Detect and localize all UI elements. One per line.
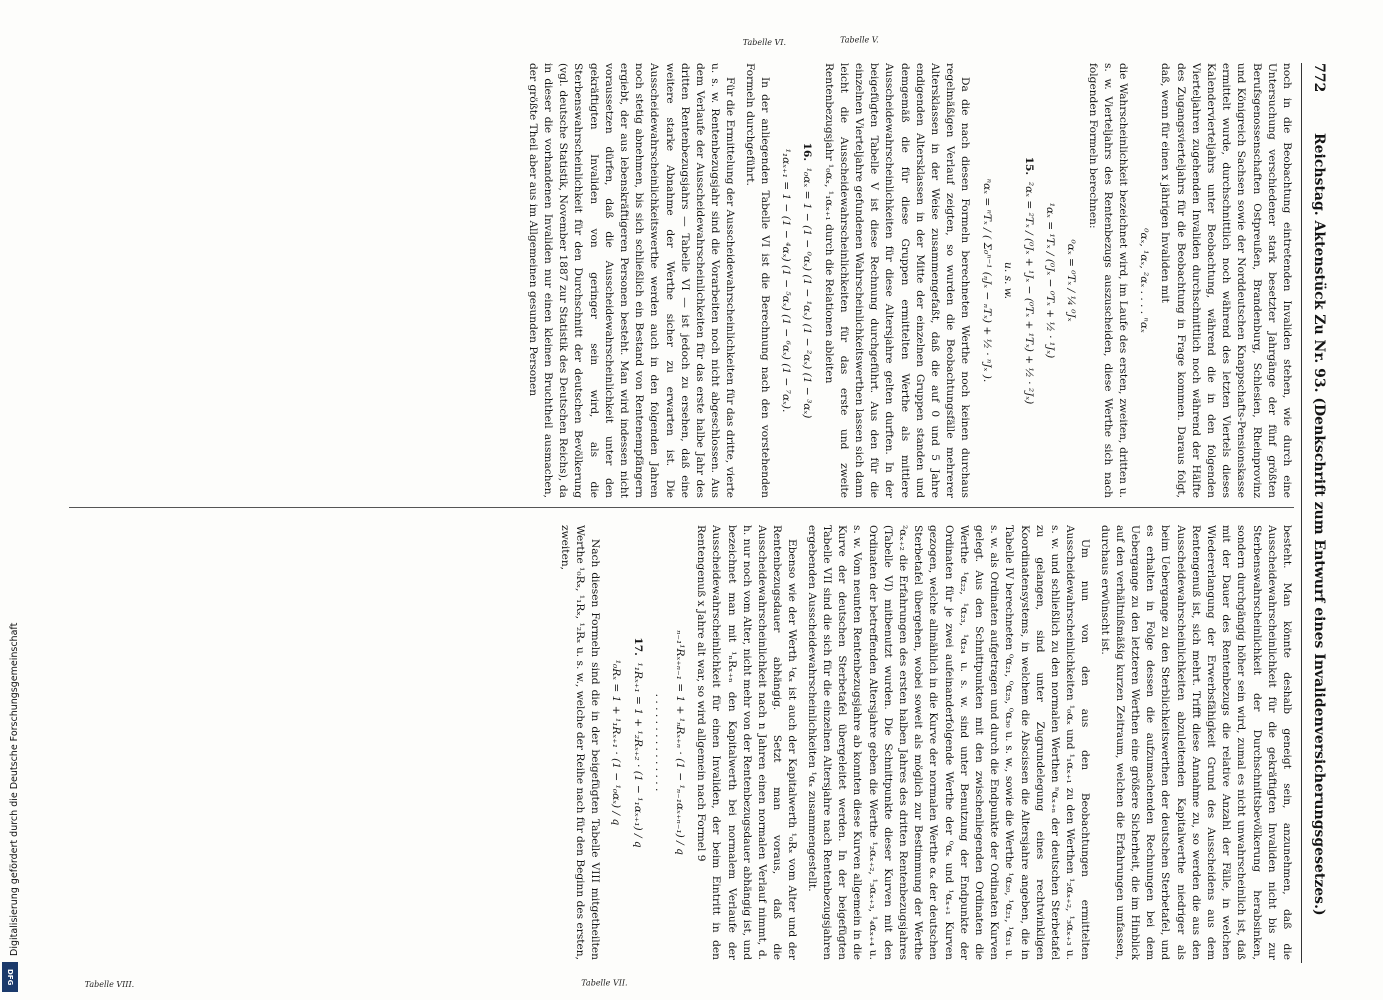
formula: ¹₀αₓ = 1 − (1 − ⁰αₓ) (1 − ¹αₓ) (1 − ²αₓ) (1 − ³αₓ) bbox=[801, 167, 814, 419]
formula: ₙ₋₁¹Rₓ₊ₙ₋₁ = 1 + ¹ₙRₓ₊ₙ · (1 − ¹ₙ₋₁αₓ₊ₙ₋₁) / q bbox=[674, 630, 687, 855]
right-column bbox=[69, 525, 1294, 960]
page-number: 772 bbox=[1311, 63, 1327, 93]
formula-number: 15. bbox=[1022, 156, 1035, 176]
header-rule bbox=[1301, 63, 1302, 963]
formula: ²αₓ = ²Tₓ / (⁰Jₓ + ¹Jₓ − (⁰Tₓ + ¹Tₓ) + ½ · ²Jₓ) bbox=[1022, 181, 1035, 405]
left-column bbox=[69, 63, 1294, 498]
paragraph: Da die nach diesen Formeln berechneten Werthe noch keinen durchaus regelmäßigen Verlauf zeigten, so wurden die Beobachtungsfälle mehrerer Altersklassen in der Weise zusammengefaßt, daß die auf 0 und 5 Jahre endigenden Altersklassen in der Mitte der einzelnen Gruppen standen und demgemäß die für diese Gruppen ermittelten Werthe als mittlere Ausscheidewahrscheinlichkeiten für diese Altersjahre gelten durften. In der beigefügten Tabelle V ist diese Rechnung durchgeführt. Aus den für die einzelnen Vierteljahre gefundenen Wahrscheinlichkeitswerthen lassen sich dann leicht die Ausscheidewahrscheinlichkeiten für das erste und zweite Rentenbezugsjahr ¹₀αₓ, ¹₁αₓ₊₁ durch die Relationen ableiten bbox=[822, 63, 972, 498]
margin-note: Tabelle VI. bbox=[742, 38, 787, 48]
paragraph: besteht. Man könnte deshalb geneigt sein, anzunehmen, daß die Ausscheidewahrscheinlichkeit für die gekräftigten Invaliden nicht bis zur Sterbenswahrscheinlichkeit der Durchschnittsbevölkerung herabsinken, sondern durchgängig höher sein wird, zumal es nicht unwahrscheinlich ist, daß mit der Dauer des Rentenbezugs die relative Anzahl der Fälle, in welchen Wiedererlangung der Erwerbsfähigkeit Grund des Ausscheidens aus dem Rentengenuß ist, sich mehrt. Trifft diese Annahme zu, so werden die aus den Ausscheidewahrscheinlichkeiten abzuleitenden Kapitalwerthe niedriger als beim Uebergange zu den Sterblichkeitswerthen der deutschen Sterbetafel, und es erhalten in Folge dessen die aufzumachenden Rechnungen bei dem Uebergange zu den letzteren Werthen eine größere Sicherheit, die im Hinblick auf den verhältnißmäßig kurzen Zeitraum, welchen die Erfahrungen umfassen, durchaus erwünscht ist. bbox=[1098, 525, 1293, 960]
page-title: Reichstag. Aktenstück Zu Nr. 93. (Denkschrift zum Entwurf eines Invalidenversicherungsgesetzes.) bbox=[1311, 133, 1327, 916]
paragraph: Für die Ermittelung der Ausscheidewahrscheinlichkeiten für das dritte, vierte u. s. w. Rentenbezugsjahr sind die Vorarbeiten noch nicht abgeschlossen. Aus dem Verlaufe der Ausscheidewahrscheinlichkeiten für das erste halbe Jahr des dritten Rentenbezugsjahrs — Tabelle VI — ist jedoch zu ersehen, daß eine weitere starke Abnahme der Werthe sicher zu erwarten ist. Die Ausscheidewahrscheinlichkeitswerthe werden auch in den folgenden Jahren noch stetig abnehmen, bis sich schließlich ein Bestand von Rentenempfängern ergiebt, der aus lebenskräftigeren Personen besteht. Man wird indessen nicht voraussetzen dürfen, daß die Ausscheidewahrscheinlichkeit unter den gekräftigten Invaliden von geringer sein wird, als die Sterbenswahrscheinlichkeit für den Durchschnitt der deutschen Bevölkerung (vgl. deutsche Statistik, November 1887 zur Statistik des Deutschen Reichs), da in dieser die vorhandenen Invaliden nur einen kleinen Bruchtheil ausmachen, der größte Theil aber aus im Allgemeinen gesunden Personen bbox=[526, 63, 737, 498]
formula-row bbox=[1021, 63, 1036, 498]
page-header bbox=[1304, 63, 1326, 963]
formula-dots: . . . . . . . . . . . . . . . bbox=[652, 693, 665, 792]
rotated-document-sheet bbox=[62, 35, 1332, 990]
paragraph: noch in die Beobachtung eintretenden Invaliden stehen, wie durch eine Untersuchung verschiedener stark besetzter Jahrgänge der fünf größten Berufsgenossenschaften Ostpreußen, Brandenburg, Schlesien, Rheinprovinz und Königreich Sachsen sowie der Norddeutschen Knappschafts-Pensionskasse ermittelt wurde, durchschnittlich noch während des letzten Viertels dieses Kalendervierteljahrs unter Beobachtung, während die in den folgenden Vierteljahren zugehenden Invaliden durchschnittlich noch während der Hälfte des Zugangsvierteljahrs für die Beobachtung in Frage kommen. Daraus folgt, daß, wenn für einen x jährigen Invaliden mit bbox=[1159, 63, 1293, 498]
dfg-logo: DFG bbox=[2, 962, 18, 992]
formula: ¹₁Rₓ₊₁ = 1 + ¹₂Rₓ₊₂ · (1 − ¹₁αₓ₊₁) / q bbox=[631, 662, 644, 848]
margin-note: Tabelle VIII. bbox=[84, 980, 135, 990]
paragraph: die Wahrscheinlichkeit bezeichnet wird, im Laufe des ersten, zweiten, dritten u. s. w. Vierteljahrs des Rentenbezugs auszuscheiden, diese Werthe sich nach folgenden Formeln berechnen: bbox=[1086, 63, 1129, 498]
formula-etc: u. s. w. bbox=[1001, 262, 1014, 299]
column-separator bbox=[69, 507, 1294, 508]
paragraph: In der anliegenden Tabelle VI ist die Berechnung nach den vorstehenden Formeln durchgeführt. bbox=[743, 63, 771, 498]
formula: ¹αₓ = ¹Tₓ / (⁰Jₓ − ⁰Tₓ + ½ · ¹Jₓ) bbox=[1044, 202, 1057, 359]
margin-note: Tabelle VII. bbox=[581, 978, 628, 988]
digitization-credit: Digitalisierung gefördert durch die Deutsche Forschungsgemeinschaft bbox=[9, 622, 20, 956]
formula: ⁰αₓ, ¹αₓ, ²αₓ . . . . ⁿαₓ bbox=[1138, 228, 1151, 333]
paragraph: Ebenso wie der Werth ¹αₓ ist auch der Kapitalwerth ¹₀Rₓ vom Alter und der Rentenbezugsdauer abhängig. Setzt man voraus, daß die Ausscheidewahrscheinlichkeit nach n Jahren einen normalen Verlauf nimmt, d. h. nur noch vom Alter, nicht mehr von der Rentenbezugsdauer abhängig ist, und bezeichnet man mit ¹ₙRₓ₊ₙ den Kapitalwerth bei normalem Verlaufe der Ausscheidewahrscheinlichkeit für einen Invaliden, der beim Eintritt in den Rentengenuß x Jahre alt war, so wird allgemein nach Formel 9 bbox=[695, 525, 799, 960]
formula-row bbox=[629, 525, 644, 960]
formula-number: 16. bbox=[801, 142, 814, 162]
formula: ¹₀Rₓ = 1 + ¹₁Rₓ₊₁ · (1 − ¹₀αₓ) / q bbox=[610, 659, 623, 826]
formula-number: 17. bbox=[631, 637, 644, 656]
paragraph: Um nun von den aus den Beobachtungen ermittelten Ausscheidewahrscheinlichkeiten ¹₀αₓ und ¹₁αₓ₊₁ zu den Werthen ¹₂αₓ₊₂, ¹₃αₓ₊₃ u. s. w. und schließlich zu den normalen Werthen ⁿαₓ₊ₙ der deutschen Sterbetafel zu gelangen, sind unter Zugrundelegung eines rechtwinkligen Koordinatensystems, in welchem die Abscissen die Altersjahre angeben, die in Tabelle IV berechneten ⁰α₂₁, ⁰α₂₅, ⁰α₃₀ u. s. w., sowie die Werthe ¹α₂₀, ¹α₂₁, ¹α₃₁ u. s. w. als Ordinaten aufgetragen und durch die Endpunkte der Ordinaten Kurven gelegt. Aus den Schnittpunkten mit den zwischenliegenden Ordinaten die Werthe ¹α₂₂, ¹α₂₃, ¹α₂₄ u. s. w. sind unter Benutzung der Endpunkte der Ordinaten für je zwei aufeinanderfolgende Werthe der ⁰αₓ und ¹αₓ₊₁ Kurven gezogen, welche allmählich in die Kurve der normalen Werthe αₓ der deutschen Sterbetafel übergehen, wobei soweit als möglich zur Bestimmung der Werthe ²αₓ₊₂ die Erfahrungen des ersten halben Jahres des dritten Rentenbezugsjahres (Tabelle VI) mitbenutzt wurden. Die Schnittpunkte dieser Kurven mit den Ordinaten der betreffenden Altersjahre geben die Werthe ¹₂αₓ₊₂, ¹₃αₓ₊₃, ¹₄αₓ₊₄ u. s. w. Vom neunten Rentenbezugsjahre ab konnten diese Kurven allgemein in die Kurve der deutschen Sterbetafel übergeleitet werden. In der beigefügten Tabelle VII sind die sich für die einzelnen Altersjahre nach Rentenbezugsjahren ergebenden Ausscheidewahrscheinlichkeiten ¹αₓ zusammengestellt. bbox=[805, 525, 1092, 960]
paragraph: Nach diesen Formeln sind die in der beigefügten Tabelle VIII mitgetheilten Werthe ¹₀Rₓ, ¹₁Rₓ, ¹₂Rₓ u. s. w., welche der Reihe nach für den Beginn des ersten, zweiten, bbox=[558, 525, 602, 960]
formula: ¹₁αₓ₊₁ = 1 − (1 − ⁴αₓ) (1 − ⁵αₓ) (1 − ⁶αₓ) (1 − ⁷αₓ). bbox=[780, 148, 793, 413]
margin-note: Tabelle V. bbox=[840, 35, 879, 45]
formula-row bbox=[799, 63, 814, 498]
formula: ⁰αₓ = ⁰Tₓ / ¼ ⁰Jₓ bbox=[1065, 239, 1078, 322]
formula: ⁿαₓ = ⁿTₓ / ( Σ₀ⁿ⁻¹ (ₙJₓ − ₙTₓ) + ½ · ⁿJₓ ). bbox=[980, 178, 993, 383]
